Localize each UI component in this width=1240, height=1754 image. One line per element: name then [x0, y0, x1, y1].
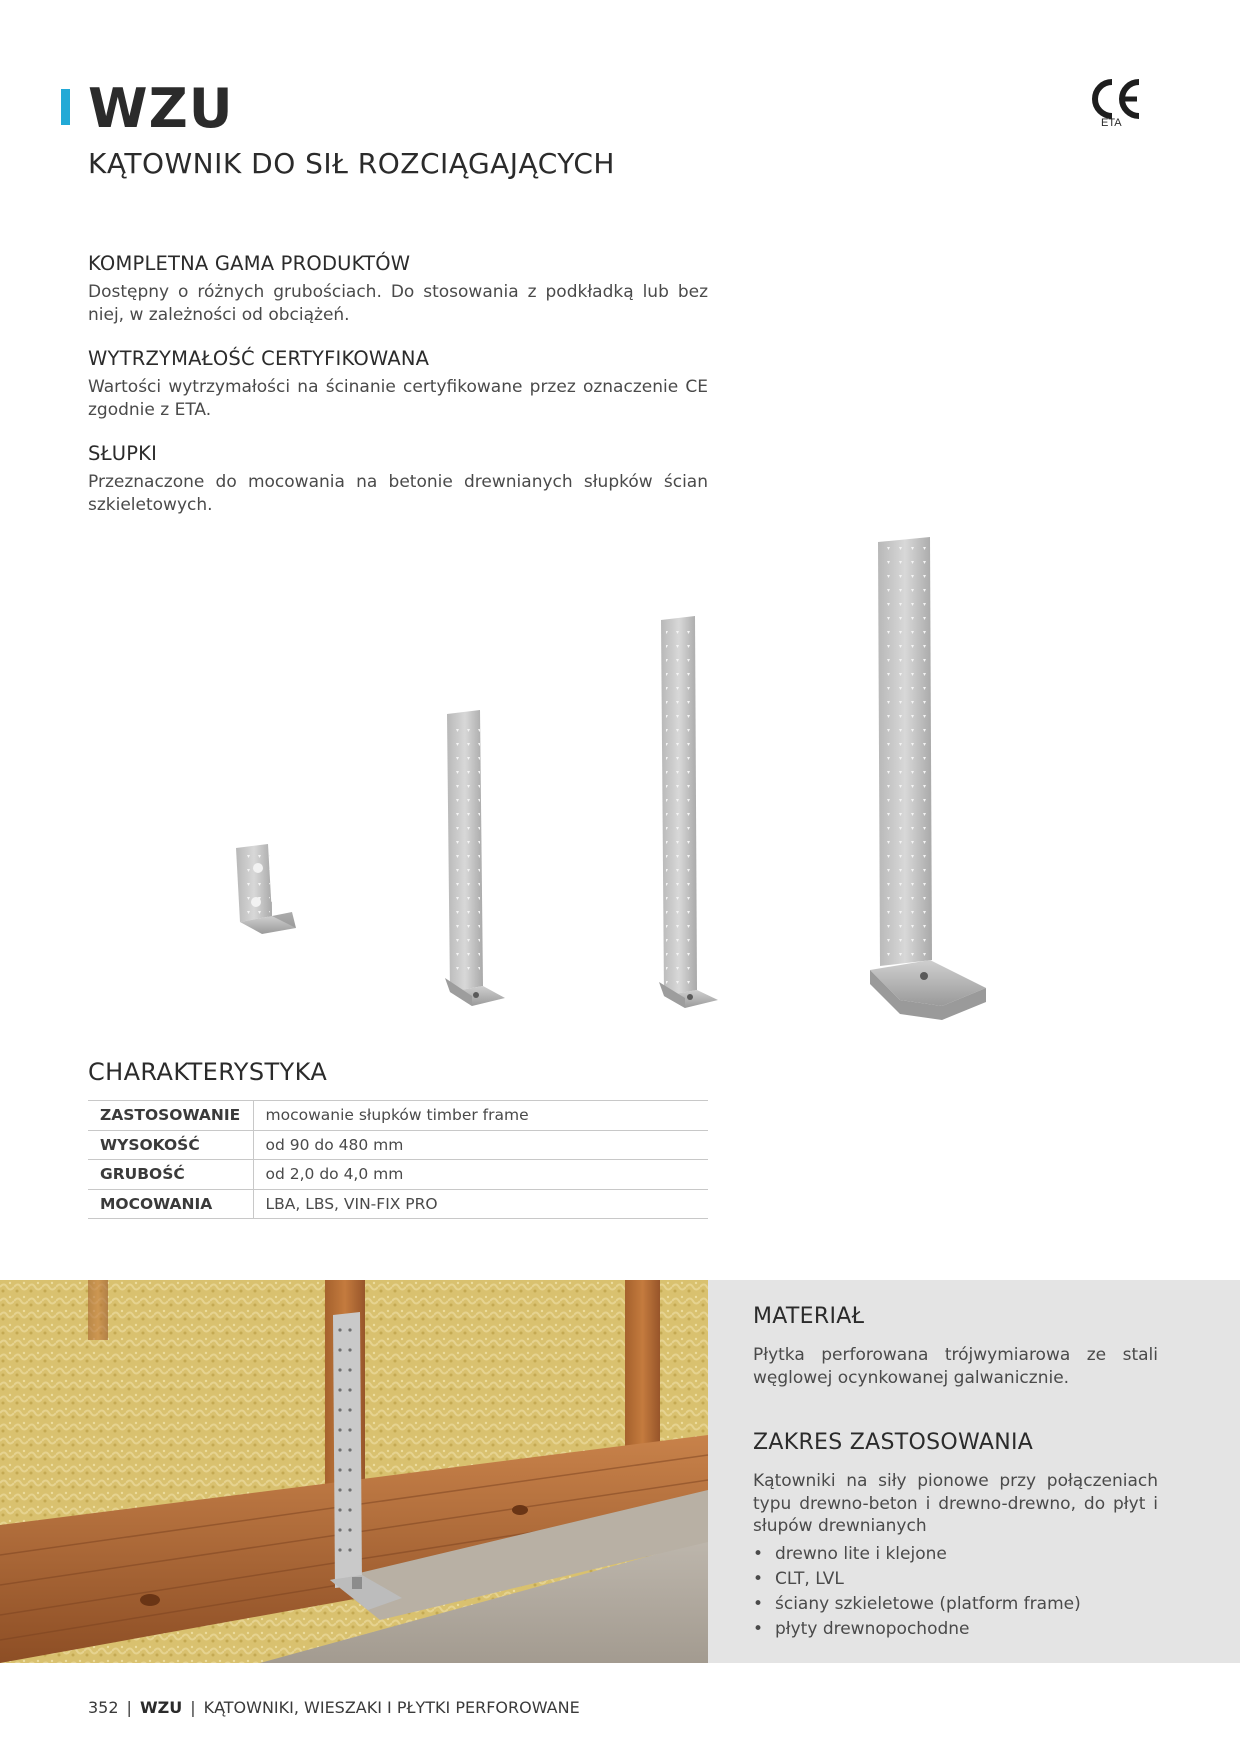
- page-title: WZU: [88, 77, 234, 140]
- scope-list: [753, 1542, 1081, 1642]
- table-row: [88, 1101, 708, 1131]
- footer-separator: |: [190, 1698, 196, 1717]
- feature-text: Przeznaczone do mocowania na betonie drewnianych słupków ścian szkieletowych.: [88, 472, 708, 515]
- page-footer: [88, 1698, 580, 1717]
- info-panel: [708, 1280, 1240, 1663]
- footer-separator: |: [126, 1698, 132, 1717]
- feature-certified: [88, 347, 708, 421]
- bracket-small: [236, 844, 296, 934]
- list-item: • ściany szkieletowe (platform frame): [753, 1592, 1081, 1617]
- spec-key: GRUBOŚĆ: [88, 1160, 253, 1190]
- feature-heading: WYTRZYMAŁOŚĆ CERTYFIKOWANA: [88, 347, 430, 370]
- footer-section: KĄTOWNIKI, WIESZAKI I PŁYTKI PERFOROWANE: [203, 1698, 580, 1717]
- bracket-xl: [870, 537, 986, 1020]
- bracket-large: [659, 616, 718, 1008]
- spec-key: ZASTOSOWANIE: [88, 1101, 253, 1131]
- feature-text: Dostępny o różnych grubościach. Do stosowania z podkładką lub bez niej, w zależności od obciążeń.: [88, 282, 708, 325]
- characteristics-heading: CHARAKTERYSTYKA: [88, 1058, 328, 1086]
- list-item: • drewno lite i klejone: [753, 1542, 1081, 1567]
- spec-key: MOCOWANIA: [88, 1189, 253, 1219]
- page-subtitle: KĄTOWNIK DO SIŁ ROZCIĄGAJĄCYCH: [88, 147, 615, 180]
- eta-label: ETA: [1101, 117, 1122, 129]
- list-item: • płyty drewnopochodne: [753, 1617, 1081, 1642]
- table-row: [88, 1130, 708, 1160]
- product-range-illustration: [200, 530, 1020, 1030]
- bracket-medium: [445, 710, 505, 1006]
- footer-product: WZU: [139, 1698, 183, 1717]
- material-text: Płytka perforowana trójwymiarowa ze stali węglowej ocynkowanej galwanicznie.: [753, 1345, 1158, 1388]
- feature-range: [88, 252, 708, 326]
- spec-value: mocowanie słupków timber frame: [265, 1106, 529, 1125]
- feature-posts: [88, 442, 708, 516]
- page-number: 352: [88, 1698, 119, 1717]
- feature-text: Wartości wytrzymałości na ścinanie certyfikowane przez oznaczenie CE zgodnie z ETA.: [88, 377, 708, 420]
- title-accent-bar: [61, 89, 70, 125]
- spec-value: od 90 do 480 mm: [265, 1135, 404, 1154]
- application-photo: [0, 1280, 708, 1663]
- spec-value: LBA, LBS, VIN-FIX PRO: [265, 1194, 438, 1213]
- scope-heading: ZAKRES ZASTOSOWANIA: [753, 1430, 1034, 1455]
- scope-text: Kątowniki na siły pionowe przy połączeniach typu drewno-beton i drewno-drewno, do płyt i słupów drewnianych: [753, 1471, 1158, 1536]
- material-heading: MATERIAŁ: [753, 1304, 865, 1329]
- list-item: • CLT, LVL: [753, 1567, 1081, 1592]
- feature-heading: KOMPLETNA GAMA PRODUKTÓW: [88, 252, 411, 275]
- feature-heading: SŁUPKI: [88, 442, 158, 465]
- table-row: [88, 1160, 708, 1190]
- characteristics-table: [88, 1100, 708, 1219]
- table-row: [88, 1189, 708, 1219]
- spec-key: WYSOKOŚĆ: [88, 1130, 253, 1160]
- spec-value: od 2,0 do 4,0 mm: [265, 1165, 404, 1184]
